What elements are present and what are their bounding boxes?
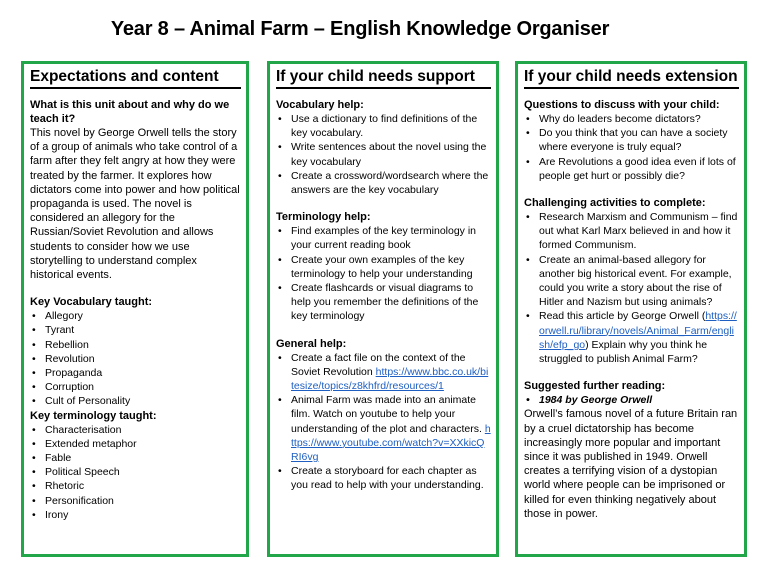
further-reading-heading: Suggested further reading: — [524, 380, 666, 393]
fact-file-text: Create a fact file on the context of the Soviet Revolution — [291, 351, 466, 378]
terminology-help-list — [276, 224, 491, 323]
terminology-help-heading: Terminology help: — [276, 211, 371, 224]
list-item: • Corruption — [30, 380, 241, 394]
vocab-help-list — [276, 112, 491, 197]
list-item: • Fable — [30, 451, 241, 465]
list-item: • Create flashcards or visual diagrams to help you remember the definitions of the key terminology — [276, 281, 491, 324]
list-item — [276, 351, 491, 394]
list-item: • Revolution — [30, 352, 241, 366]
reading-list — [524, 393, 739, 407]
list-item: • Rebellion — [30, 338, 241, 352]
list-item: • Extended metaphor — [30, 437, 241, 451]
activities-list — [524, 210, 739, 366]
list-item: • Use a dictionary to find definitions of the key vocabulary. — [276, 112, 491, 140]
general-help-list — [276, 351, 491, 493]
list-item: • Why do leaders become dictators? — [524, 112, 739, 126]
list-item: • Write sentences about the novel using the key vocabulary — [276, 140, 491, 168]
terminology-list — [30, 423, 241, 522]
list-item: • Rhetoric — [30, 479, 241, 493]
list-item: • Characterisation — [30, 423, 241, 437]
book-title: • 1984 by George Orwell — [524, 393, 739, 407]
list-item: • Personification — [30, 494, 241, 508]
list-item: • Create your own examples of the key terminology to help your understanding — [276, 253, 491, 281]
about-question: What is this unit about and why do we teach it? — [30, 99, 230, 125]
bbc-bitesize-link[interactable]: https://www.bbc.co.uk/bitesize/topics/z8khfrd/resources/1 — [291, 365, 489, 393]
support-heading: If your child needs support — [276, 68, 491, 89]
list-item: • Propaganda — [30, 366, 241, 380]
vocab-list — [30, 309, 241, 408]
orwell-article-pre: Read this article by George Orwell ( — [539, 310, 706, 323]
terminology-heading: Key terminology taught: — [30, 409, 157, 422]
list-item: • Allegory — [30, 309, 241, 323]
list-item: • Irony — [30, 508, 241, 522]
list-item: • Cult of Personality — [30, 394, 241, 408]
list-item — [524, 309, 739, 366]
list-item: • Research Marxism and Communism – find out what Karl Marx believed in and how it formed Communism. — [524, 210, 739, 253]
list-item: • Create an animal-based allegory for another big historical event. For example, could you write a story about the rise of Hitler and Nazism but using animals? — [524, 253, 739, 310]
activities-heading: Challenging activities to complete: — [524, 197, 706, 210]
expectations-heading: Expectations and content — [30, 68, 241, 89]
questions-heading: Questions to discuss with your child: — [524, 99, 720, 111]
about-text: This novel by George Orwell tells the story of a group of animals who take control of a farm after they felt angry at how they were treated by the farmer. It explores how dictators come into power and how political propaganda is used. The novel is considered an allegory for the Russian/Soviet Revolution and allows students to consider how we use storytelling to understand complex historical events. — [30, 127, 240, 282]
list-item: • Are Revolutions a good idea even if lots of people get hurt or possibly die? — [524, 155, 739, 183]
list-item: • Political Speech — [30, 465, 241, 479]
orwell-article-link[interactable]: https://orwell.ru/library/novels/Animal_Farm/english/efp_go — [539, 310, 737, 351]
vocab-help-heading: Vocabulary help: — [276, 99, 364, 111]
list-item: • Tyrant — [30, 323, 241, 337]
book-description: Orwell’s famous novel of a future Britain ran by a cruel dictatorship has become increasingly more popular and important since it was published in 1949. Orwell creates a terrifying vision of a dystopian world where people can be imprisoned or killed for even thinking negatively about those in power. — [524, 408, 738, 520]
list-item — [276, 393, 491, 464]
vocab-heading: Key Vocabulary taught: — [30, 296, 153, 309]
list-item: • Do you think that you can have a society where everyone is truly equal? — [524, 126, 739, 154]
expectations-panel — [21, 61, 249, 557]
support-panel — [267, 61, 499, 557]
list-item: • Create a storyboard for each chapter as you read to help with your understanding. — [276, 464, 491, 492]
general-help-heading: General help: — [276, 337, 347, 350]
orwell-article-post: ) Explain why you think he struggled to publish Animal Farm? — [539, 338, 708, 366]
page-title: Year 8 – Animal Farm – English Knowledge Organiser — [110, 18, 610, 40]
youtube-link[interactable]: https://www.youtube.com/watch?v=XXkicQRI6vg — [291, 422, 491, 464]
questions-list — [524, 112, 739, 183]
extension-heading: If your child needs extension — [524, 68, 739, 89]
animated-film-text: Animal Farm was made into an animate film. Watch on youtube to help your understanding of the plot and characters. — [291, 394, 482, 435]
list-item: • Create a crossword/wordsearch where the answers are the key vocabulary — [276, 169, 491, 197]
list-item: • Find examples of the key terminology in your current reading book — [276, 224, 491, 252]
extension-panel — [515, 61, 747, 557]
